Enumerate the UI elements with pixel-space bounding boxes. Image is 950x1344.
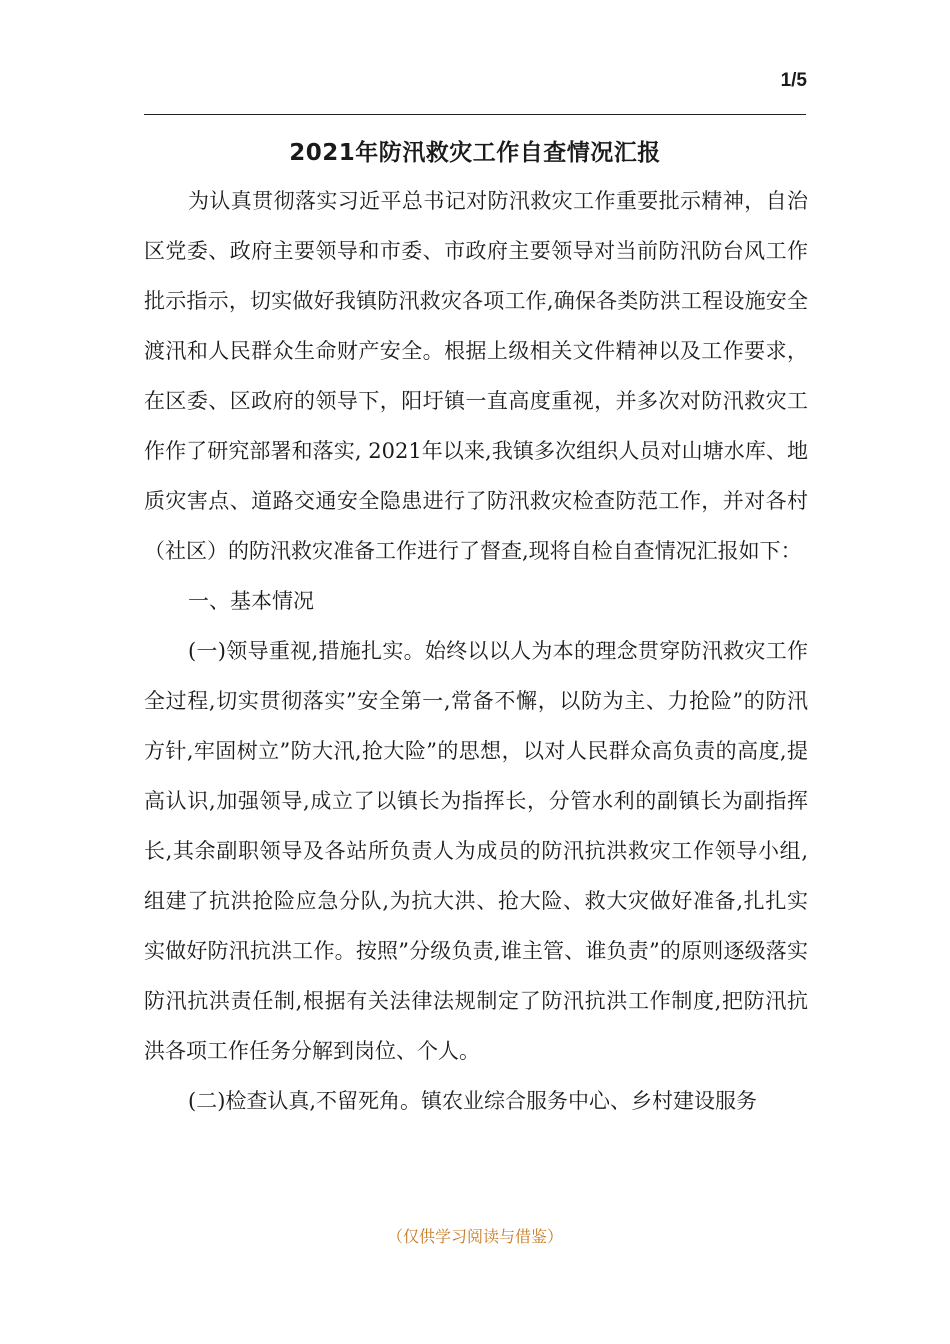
paragraph-inspection: (二)检查认真,不留死角。镇农业综合服务中心、乡村建设服务	[188, 1089, 758, 1113]
document-title: 2021年防汛救灾工作自查情况汇报	[289, 140, 661, 166]
document-body	[144, 176, 808, 1126]
page-number: 1/5	[780, 70, 807, 91]
section-heading-basic-situation: 一、基本情况	[188, 589, 314, 613]
paragraph-intro: 为认真贯彻落实习近平总书记对防汛救灾工作重要批示精神，自治区党委、政府主要领导和市委、市政府主要领导对当前防汛防台风工作批示指示，切实做好我镇防汛救灾各项工作,确保各类防洪工程设施安全渡汛和人民群众生命财产安全。根据上级相关文件精神以及工作要求，在区委、区政府的领导下，阳圩镇一直高度重视，并多次对防汛救灾工作作了研究部署和落实, 2021年以来,我镇多次组织人员对山塘水库、地质灾害点、道路交通安全隐患进行了防汛救灾检查防范工作，并对各村（社区）的防汛救灾准备工作进行了督查,现将自检自查情况汇报如下：	[144, 189, 808, 563]
header-divider	[144, 114, 806, 115]
footer-note: （仅供学习阅读与借鉴）	[386, 1227, 563, 1246]
paragraph-leadership: (一)领导重视,措施扎实。始终以以人为本的理念贯穿防汛救灾工作全过程,切实贯彻落实”安全第一,常备不懈，以防为主、力抢险”的防汛方针,牢固树立”防大汛,抢大险”的思想，以对人民群众高负责的高度,提高认识,加强领导,成立了以镇长为指挥长，分管水利的副镇长为副指挥长,其余副职领导及各站所负责人为成员的防汛抗洪救灾工作领导小组,组建了抗洪抢险应急分队,为抗大洪、抢大险、救大灾做好准备,扎扎实实做好防汛抗洪工作。按照”分级负责,谁主管、谁负责”的原则逐级落实防汛抗洪责任制,根据有关法律法规制定了防汛抗洪工作制度,把防汛抗洪各项工作任务分解到岗位、个人。	[144, 639, 808, 1063]
